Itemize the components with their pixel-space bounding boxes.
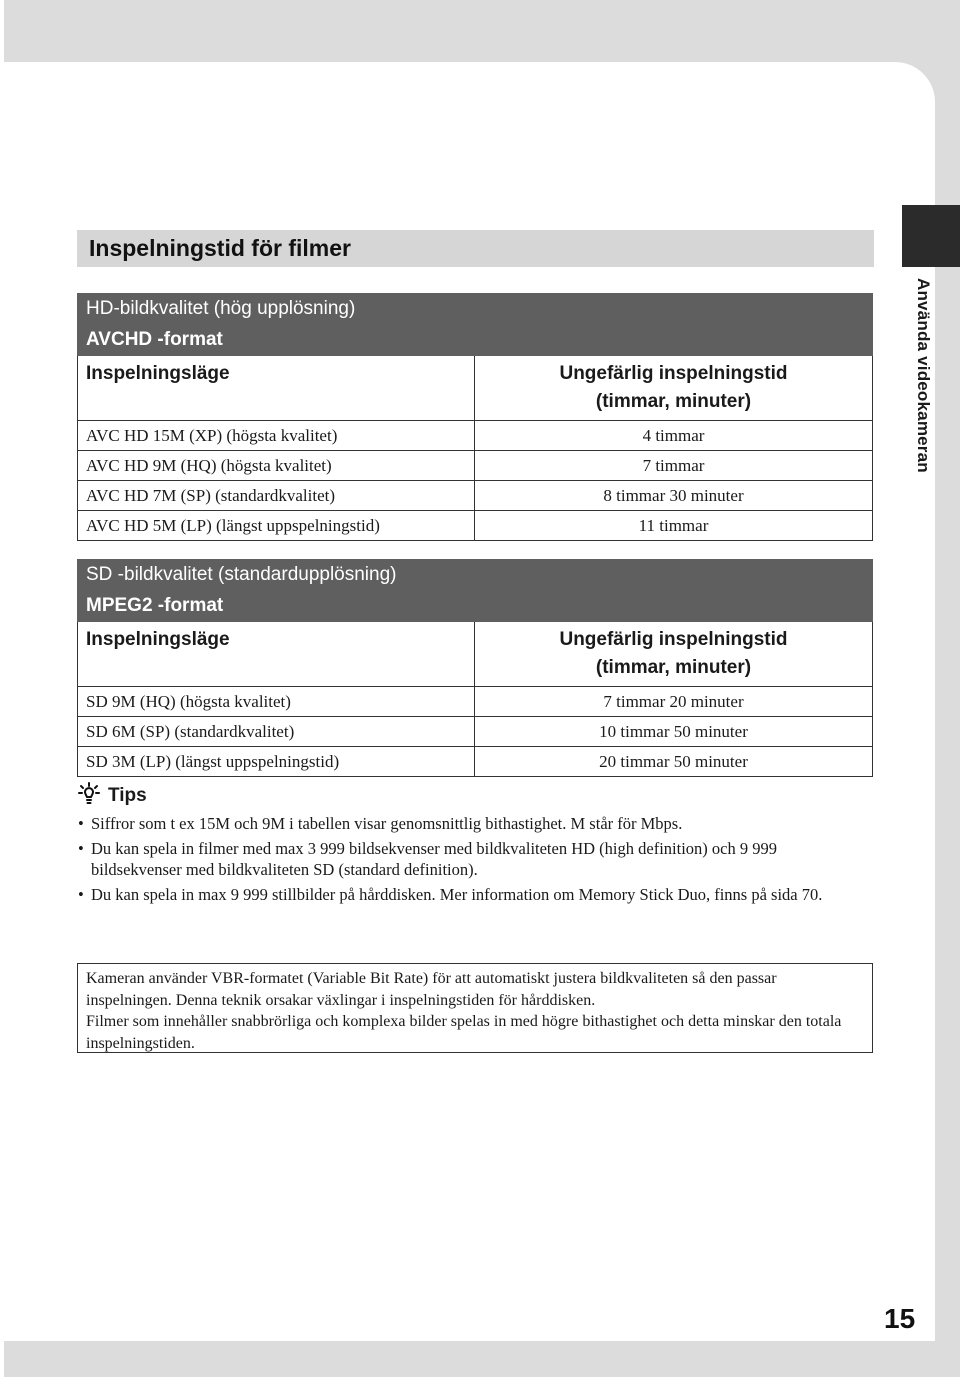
page-frame-bottom [4,1341,960,1377]
table-row [78,481,873,511]
sd-quality-label: SD -bildkvalitet (standardupplösning) [78,560,475,591]
lightbulb-icon [78,782,100,810]
table-row [78,687,873,717]
mode-cell: SD 6M (SP) (standardkvalitet) [78,717,475,747]
hd-format-row [78,325,873,356]
tip-text: Siffror som t ex 15M och 9M i tabellen visar genomsnittlig bithastighet. M står för Mbps. [91,814,683,833]
hd-recording-table [77,293,873,541]
hd-quality-blank [475,294,873,325]
hd-header-row [78,356,873,421]
side-tab-marker [902,205,960,267]
sd-format-label: MPEG2 -format [78,591,475,622]
time-cell: 4 timmar [475,421,873,451]
tip-text: Du kan spela in max 9 999 stillbilder på hårddisken. Mer information om Memory Stick Duo, finns på sida 70. [91,885,823,904]
mode-cell: SD 9M (HQ) (högsta kvalitet) [78,687,475,717]
sd-recording-table [77,559,873,777]
section-title-bar [77,230,874,267]
table-row [78,717,873,747]
tips-heading: Tips [108,785,147,806]
sd-quality-blank [475,560,873,591]
hd-col-time [475,356,873,421]
hd-format-blank [475,325,873,356]
hd-col-time-line2: (timmar, minuter) [595,391,752,412]
list-item [78,884,868,905]
tips-list [78,813,868,909]
note-paragraph-2: Filmer som innehåller snabbrörliga och komplexa bilder spelas in med högre bithastighet och detta minskar den totala inspelningstiden. [86,1013,842,1052]
tips-heading-group [78,782,147,810]
time-cell: 11 timmar [475,511,873,541]
sd-col-time-line2: (timmar, minuter) [595,657,752,678]
table-row [78,451,873,481]
hd-quality-label: HD-bildkvalitet (hög upplösning) [78,294,475,325]
sd-format-blank [475,591,873,622]
mode-cell: AVC HD 7M (SP) (standardkvalitet) [78,481,475,511]
vbr-note-box [77,963,873,1053]
table-row [78,747,873,777]
mode-cell: SD 3M (LP) (längst uppspelningstid) [78,747,475,777]
table-row [78,511,873,541]
time-cell: 7 timmar 20 minuter [475,687,873,717]
bullet-icon: • [78,839,84,858]
hd-col-mode: Inspelningsläge [78,356,475,421]
time-cell: 20 timmar 50 minuter [475,747,873,777]
sd-col-time [475,622,873,687]
note-paragraph-1: Kameran använder VBR-formatet (Variable Bit Rate) för att automatiskt justera bildkvaliteten så den passar inspelningen. Denna teknik orsakar växlingar i inspelningstiden för hårddisken. [86,970,777,1009]
sd-header-row [78,622,873,687]
page-number: 15 [884,1303,916,1334]
list-item [78,838,868,880]
table-row [78,421,873,451]
sd-quality-row [78,560,873,591]
time-cell: 7 timmar [475,451,873,481]
mode-cell: AVC HD 15M (XP) (högsta kvalitet) [78,421,475,451]
hd-format-label: AVCHD -format [78,325,475,356]
bullet-icon: • [78,885,84,904]
tip-text: Du kan spela in filmer med max 3 999 bildsekvenser med bildkvaliteten HD (high definition) och 9 999 bildsekvenser med bildkvaliteten SD (standard definition). [91,839,777,879]
time-cell: 8 timmar 30 minuter [475,481,873,511]
hd-quality-row [78,294,873,325]
bullet-icon: • [78,814,84,833]
sd-format-row [78,591,873,622]
mode-cell: AVC HD 5M (LP) (längst uppspelningstid) [78,511,475,541]
sd-col-mode: Inspelningsläge [78,622,475,687]
page-frame-corner [895,62,935,102]
sd-col-time-line1: Ungefärlig inspelningstid [559,629,788,650]
mode-cell: AVC HD 9M (HQ) (högsta kvalitet) [78,451,475,481]
page-frame-top [4,0,935,62]
side-tab-label: Använda videokameran [914,278,933,473]
hd-col-time-line1: Ungefärlig inspelningstid [559,363,788,384]
list-item [78,813,868,834]
section-title: Inspelningstid för filmer [89,235,351,261]
time-cell: 10 timmar 50 minuter [475,717,873,747]
